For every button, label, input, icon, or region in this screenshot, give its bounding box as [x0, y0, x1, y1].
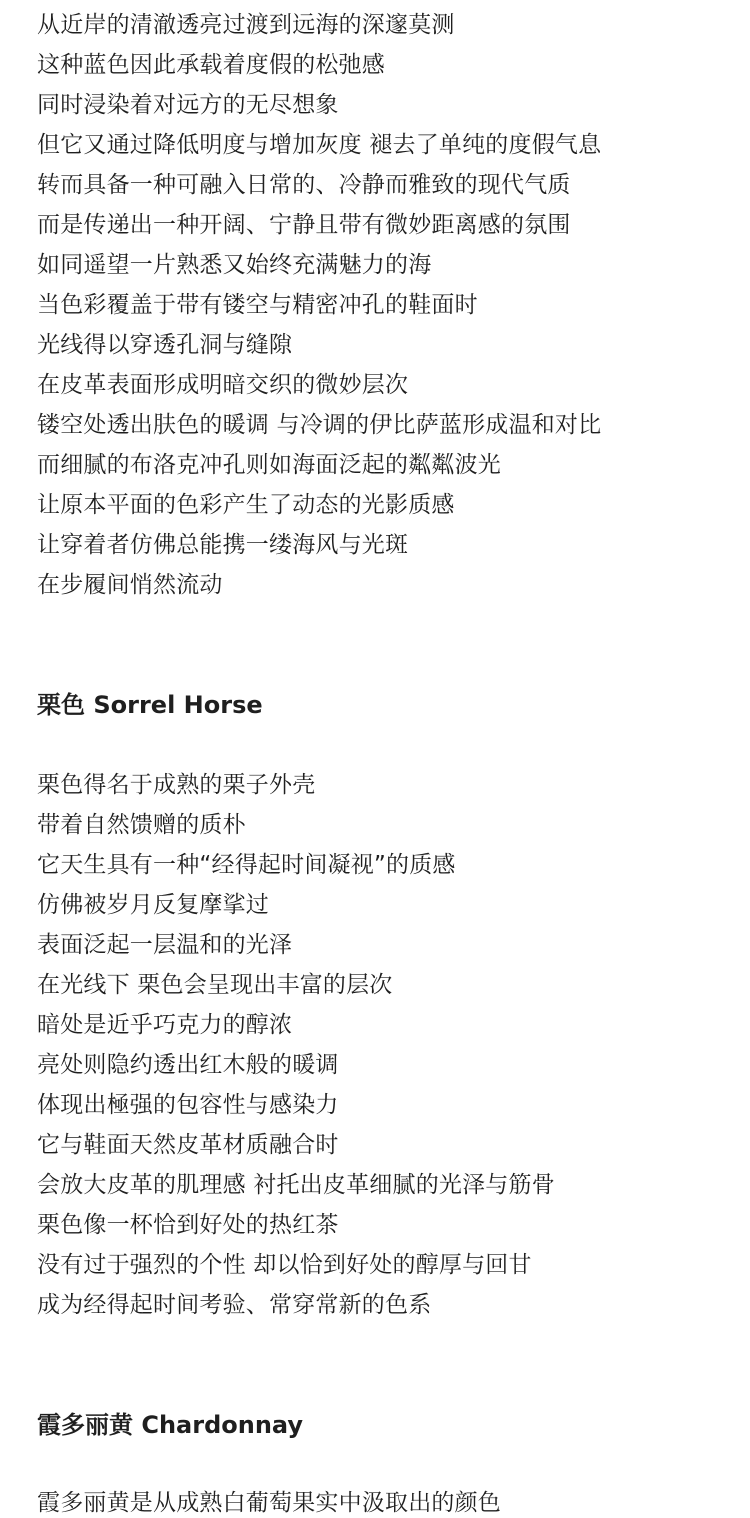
body-text-line: 在步履间悄然流动	[37, 572, 223, 598]
body-text-line: 从近岸的清澈透亮过渡到远海的深邃莫测	[37, 12, 455, 38]
body-text-line: 亮处则隐约透出红木般的暖调	[37, 1052, 339, 1078]
body-text-line: 当色彩覆盖于带有镂空与精密冲孔的鞋面时	[37, 292, 478, 318]
body-text-line: 转而具备一种可融入日常的、冷静而雅致的现代气质	[37, 172, 571, 198]
body-text-line: 体现出極强的包容性与感染力	[37, 1092, 339, 1118]
body-text-line: 会放大皮革的肌理感 衬托出皮革细腻的光泽与筋骨	[37, 1172, 555, 1198]
body-text-line: 它与鞋面天然皮革材质融合时	[37, 1132, 339, 1158]
body-text-line: 表面泛起一层温和的光泽	[37, 932, 293, 958]
body-text-line: 让穿着者仿佛总能携一缕海风与光斑	[37, 532, 409, 558]
body-text-line: 栗色得名于成熟的栗子外壳	[37, 772, 316, 798]
body-text-line-partial: 霞多丽黄是从成熟白葡萄果实中汲取出的颜色	[37, 1490, 501, 1516]
body-text-line: 仿佛被岁月反复摩挲过	[37, 892, 269, 918]
body-text-line: 在光线下 栗色会呈现出丰富的层次	[37, 972, 393, 998]
section-heading-chardonnay: 霞多丽黄 Chardonnay	[37, 1411, 304, 1439]
body-text-line: 让原本平面的色彩产生了动态的光影质感	[37, 492, 455, 518]
body-text-line: 光线得以穿透孔洞与缝隙	[37, 332, 293, 358]
body-text-line: 成为经得起时间考验、常穿常新的色系	[37, 1292, 432, 1318]
body-text-line: 暗处是近乎巧克力的醇浓	[37, 1012, 293, 1038]
body-text-line: 镂空处透出肤色的暖调 与冷调的伊比萨蓝形成温和对比	[37, 412, 602, 438]
body-text-line: 但它又通过降低明度与增加灰度 褪去了单纯的度假气息	[37, 132, 602, 158]
section-heading-sorrel: 栗色 Sorrel Horse	[37, 691, 263, 719]
body-text-line: 带着自然馈赠的质朴	[37, 812, 246, 838]
body-text-line: 在皮革表面形成明暗交织的微妙层次	[37, 372, 409, 398]
body-text-line: 栗色像一杯恰到好处的热红茶	[37, 1212, 339, 1238]
body-text-line: 这种蓝色因此承载着度假的松弛感	[37, 52, 385, 78]
body-text-line: 如同遥望一片熟悉又始终充满魅力的海	[37, 252, 432, 278]
body-text-line: 而细腻的布洛克冲孔则如海面泛起的粼粼波光	[37, 452, 501, 478]
body-text-line: 没有过于强烈的个性 却以恰到好处的醇厚与回甘	[37, 1252, 532, 1278]
body-text-line: 而是传递出一种开阔、宁静且带有微妙距离感的氛围	[37, 212, 571, 238]
body-text-line: 它天生具有一种“经得起时间凝视”的质感	[37, 852, 456, 878]
body-text-line: 同时浸染着对远方的无尽想象	[37, 92, 339, 118]
